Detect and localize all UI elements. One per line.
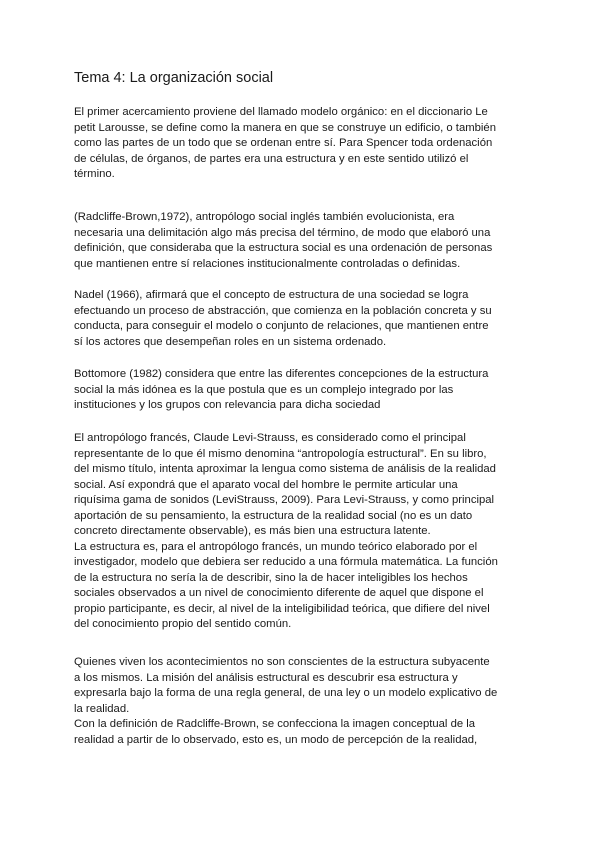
text-line: de la estructura no sería la de describir, sino la de hacer inteligibles los hechos [74,571,468,584]
text-line: Quienes viven los acontecimientos no son conscientes de la estructura subyacente [74,656,490,668]
text-line: petit Larousse, se define como la manera en que se construye un edificio, o también [74,121,497,134]
paragraph [74,655,534,748]
text-line: sociales observados a un nivel de conocimiento diferente de aquel que dispone el [74,587,484,599]
text-line: expresarla bajo la forma de una regla general, de una ley o un modelo explicativo de [74,687,498,699]
text-line: riquísima gama de sonidos (LeviStrauss, 2009). Para Levi-Strauss, y como principal [74,494,495,506]
text-line: definición, que consideraba que la estructura social es una ordenación de personas [74,242,493,254]
text-line: realidad a partir de lo observado, esto es, un modo de percepción de la realidad, [74,733,478,746]
text-line: a los mismos. La misión del análisis estructural es descubrir esa estructura y [74,671,458,684]
text-line: La estructura es, para el antropólogo francés, un mundo teórico elaborado por el [74,540,478,553]
paragraph [74,367,534,414]
page-title: Tema 4: La organización social [74,70,274,86]
text-line: conducta, para conseguir el modelo o conjunto de relaciones, que mantienen entre [74,320,489,332]
text-line: sí los actores que desempeñan roles en un sistema ordenado. [74,335,387,348]
text-line: aportación de su pensamiento, la estructura de la realidad social (no es un dato [74,509,473,522]
text-line: propio participante, es decir, al nivel de la inteligibilidad teórica, que difiere del nivel [74,602,490,615]
paragraph [74,105,534,183]
text-line: de células, de órganos, de partes era una estructura y en este sentido utilizó el [74,152,469,165]
text-line: del mismo título, intenta aproximar la lengua como sistema de análisis de la realidad [74,463,496,475]
text-line: representante de lo que él mismo denomina “antropología estructural”. En su libro, [74,447,487,460]
text-line: (Radcliffe-Brown,1972), antropólogo social inglés también evolucionista, era [74,211,455,223]
text-line: término. [74,168,115,180]
paragraph [74,288,534,350]
paragraph [74,210,534,272]
text-line: Bottomore (1982) considera que entre las diferentes concepciones de la estructura [74,368,489,380]
text-line: social. Así expondrá que el aparato vocal del hombre le permite articular una [74,478,458,491]
text-line: El antropólogo francés, Claude Levi-Strauss, es considerado como el principal [74,432,466,444]
paragraph [74,431,534,633]
text-line: El primer acercamiento proviene del llamado modelo orgánico: en el diccionario Le [74,106,488,118]
text-line: que mantienen entre sí relaciones institucionalmente controladas o definidas. [74,257,461,270]
text-line: social la más idónea es la que postula que es un complejo integrado por las [74,383,454,396]
text-line: concreto directamente observable), es más bien una estructura latente. [74,525,431,537]
text-line: necesaria una delimitación algo más precisa del término, de modo que elaboró una [74,226,491,239]
text-line: Con la definición de Radcliffe-Brown, se confecciona la imagen conceptual de la [74,718,476,730]
text-line: la realidad. [74,702,130,715]
text-line: instituciones y los grupos con relevancia para dicha sociedad [74,399,381,411]
text-line: efectuando un proceso de abstracción, que comienza en la población concreta y su [74,304,492,317]
text-line: investigador, modelo que debiera ser reducido a una fórmula matemática. La función [74,556,498,568]
text-line: Nadel (1966), afirmará que el concepto de estructura de una sociedad se logra [74,289,469,301]
text-line: del conocimiento propio del sentido común. [74,618,292,630]
text-line: como las partes de un todo que se ordenan entre sí. Para Spencer toda ordenación [74,137,493,149]
